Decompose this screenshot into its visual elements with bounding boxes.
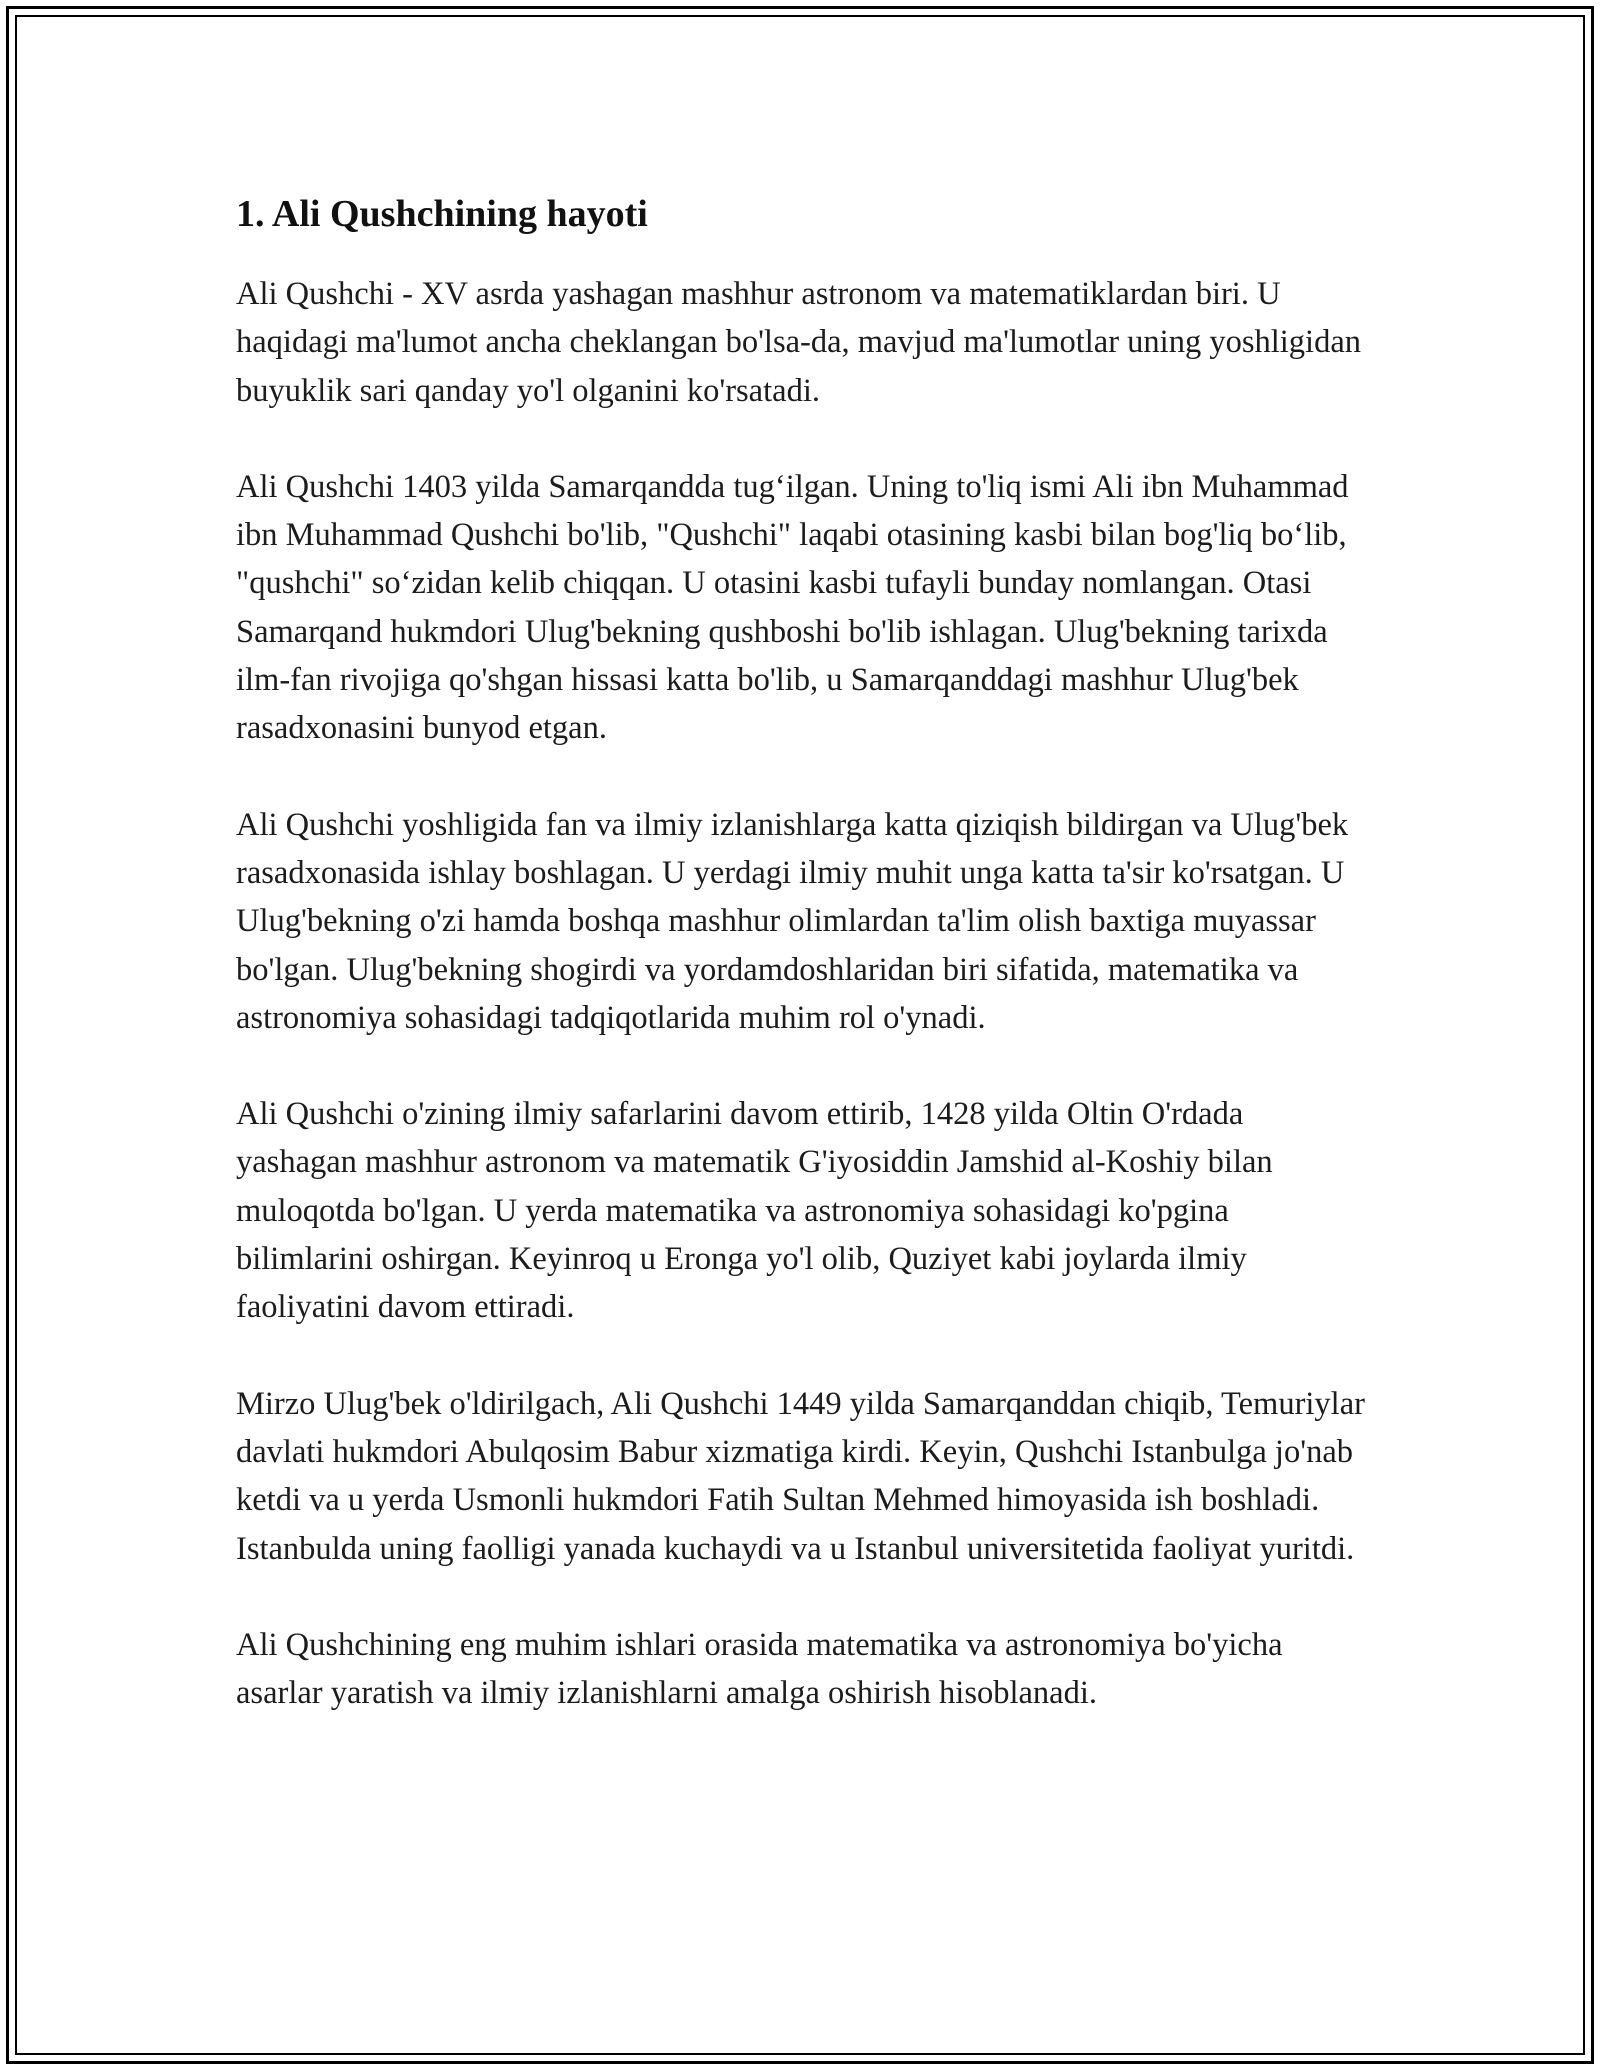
paragraph-youth: Ali Qushchi yoshligida fan va ilmiy izlanishlarga katta qiziqish bildirgan va Ulug'bek rasadxonasida ishlay boshlagan. U yerdagi ilmiy muhit unga katta ta'sir ko'rsatgan. U Ulug'bekning o'zi hamda boshqa mashhur olimlardan ta'lim olish baxtiga muyassar bo'lgan. Ulug'bekning shogirdi va yordamdoshlaridan biri sifatida, matematika va astronomiya sohasidagi tadqiqotlarida muhim rol o'ynadi.	[236, 806, 1349, 1036]
paragraph-intro: Ali Qushchi - XV asrda yashagan mashhur astronom va matematiklardan biri. U haqidagi ma'lumot ancha cheklangan bo'lsa-da, mavjud ma'lumotlar uning yoshligidan buyuklik sari qanday yo'l olganini ko'rsatadi.	[236, 276, 1361, 409]
paragraph-birth: Ali Qushchi 1403 yilda Samarqandda tug‘ilgan. Uning to'liq ismi Ali ibn Muhammad ibn Muhammad Qushchi bo'lib, "Qushchi" laqabi otasining kasbi bilan bog'liq bo‘lib, "qushchi" so‘zidan kelib chiqqan. U otasini kasbi tufayli bunday nomlangan. Otasi Samarqand hukmdori Ulug'bekning qushboshi bo'lib ishlagan. Ulug'bekning tarixda ilm-fan rivojiga qo'shgan hissasi katta bo'lib, u Samarqanddagi mashhur Ulug'bek rasadxonasini bunyod etgan.	[236, 468, 1349, 747]
paragraph-works: Ali Qushchining eng muhim ishlari orasida matematika va astronomiya bo'yicha asarlar yaratish va ilmiy izlanishlarni amalga oshirish hisoblanadi.	[236, 1626, 1283, 1712]
document-body	[236, 186, 1366, 1717]
paragraph-istanbul: Mirzo Ulug'bek o'ldirilgach, Ali Qushchi 1449 yilda Samarqanddan chiqib, Temuriylar davlati hukmdori Abulqosim Babur xizmatiga kirdi. Keyin, Qushchi Istanbulga jo'nab ketdi va u yerda Usmonli hukmdori Fatih Sultan Mehmed himoyasida ish boshladi. Istanbulda uning faolligi yanada kuchaydi va u Istanbul universitetida faoliyat yuritdi.	[236, 1385, 1365, 1567]
section-heading: 1. Ali Qushchining hayoti	[236, 193, 648, 235]
paragraph-travels: Ali Qushchi o'zining ilmiy safarlarini davom ettirib, 1428 yilda Oltin O'rdada yashagan mashhur astronom va matematik G'iyosiddin Jamshid al-Koshiy bilan muloqotda bo'lgan. U yerda matematika va astronomiya sohasidagi ko'pgina bilimlarini oshirgan. Keyinroq u Eronga yo'l olib, Quziyet kabi joylarda ilmiy faoliyatini davom ettiradi.	[236, 1096, 1273, 1326]
